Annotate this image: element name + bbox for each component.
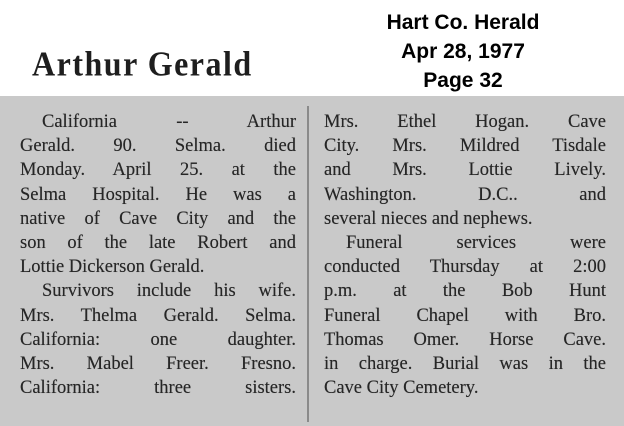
newspaper-clipping: [0, 96, 624, 426]
column-divider: [307, 106, 309, 422]
text-line: Mrs. Ethel Hogan. Cave: [324, 112, 606, 132]
text-line: several nieces and nephews.: [324, 208, 533, 229]
text-line: son of the late Robert and: [20, 233, 296, 254]
text-line: Mrs. Mabel Freer. Fresno.: [20, 354, 296, 375]
text-line: Monday. April 25. at the: [20, 160, 296, 181]
text-line: native of Cave City and the: [20, 208, 296, 229]
text-line: California: one daughter.: [20, 329, 296, 350]
text-line: Lottie Dickerson Gerald.: [20, 257, 205, 278]
text-line: California: three sisters.: [20, 378, 296, 399]
text-line: p.m. at the Bob Hunt: [324, 281, 606, 302]
newspaper-name: Hart Co. Herald: [386, 11, 540, 34]
text-line: and Mrs. Lottie Lively.: [324, 160, 606, 181]
text-column-left: [20, 110, 296, 400]
text-line: Washington. D.C.. and: [324, 184, 606, 205]
text-line: City. Mrs. Mildred Tisdale: [324, 136, 606, 157]
text-line: Thomas Omer. Horse Cave.: [324, 329, 606, 350]
text-line: Selma Hospital. He was a: [20, 184, 296, 205]
source-citation: [338, 8, 588, 95]
text-line: Cave City Cemetery.: [324, 378, 479, 399]
text-line: Survivors include his wife.: [42, 281, 296, 302]
page-number: Page 32: [423, 69, 503, 92]
text-line: California -- Arthur: [42, 112, 296, 132]
publication-date: Apr 28, 1977: [401, 40, 525, 63]
text-line: conducted Thursday at 2:00: [324, 257, 606, 278]
text-line: Mrs. Thelma Gerald. Selma.: [20, 305, 296, 326]
text-line: Funeral services were: [346, 233, 606, 254]
obituary-headline: Arthur Gerald: [32, 44, 253, 83]
text-line: Gerald. 90. Selma. died: [20, 136, 296, 157]
text-line: Funeral Chapel with Bro.: [324, 305, 606, 326]
text-column-right: [324, 110, 606, 400]
text-line: in charge. Burial was in the: [324, 354, 606, 375]
